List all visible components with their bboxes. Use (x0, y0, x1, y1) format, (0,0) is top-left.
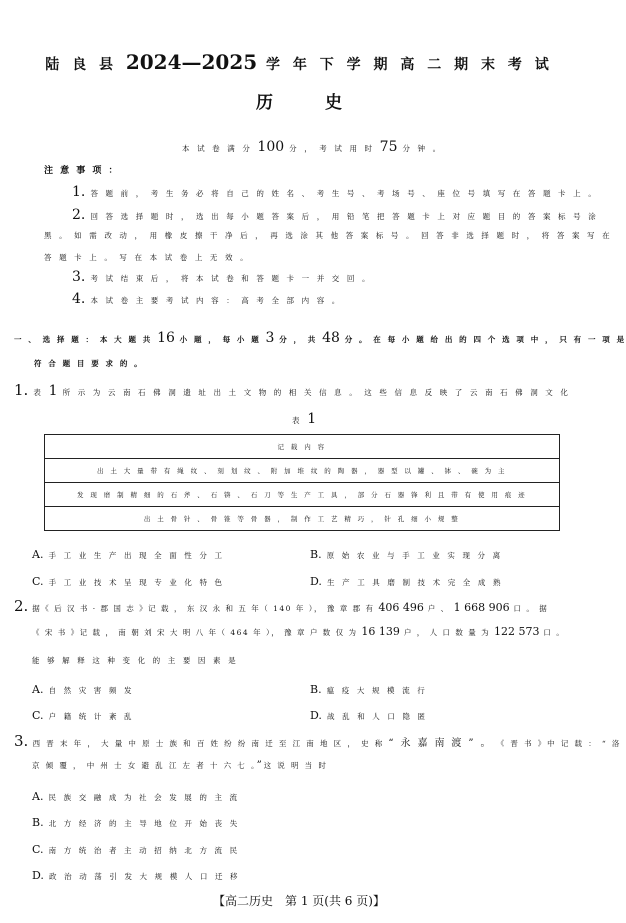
option-text: 南 方 统 治 者 主 动 招 纳 北 方 流 民 (48, 846, 240, 855)
q3-option-b[interactable] (32, 811, 240, 830)
q1-text-b: 所 示 为 云 南 石 佛 洞 遗 址 出 土 文 物 的 相 关 信 息 。 这 些 信 息 反 映 了 云 南 石 佛 洞 文 化 (62, 388, 571, 397)
option-letter: C. (32, 575, 44, 588)
option-letter: D. (32, 869, 44, 882)
q2-text: 记 载 ， 南 朝 刘 宋 大 明 八 年 (79, 628, 218, 637)
option-text: 瘟 疫 大 规 模 流 行 (326, 686, 428, 695)
q3-text: 中 记 载 ： “ 洛 (547, 739, 622, 748)
question-1 (14, 380, 571, 399)
page-footer: 【高二历史 第 1 页(共 6 页)】 (213, 894, 385, 908)
q1-option-c[interactable] (32, 570, 225, 589)
question-2-number: 2. (14, 597, 29, 615)
year-note: （ 464 年 ） (217, 628, 272, 637)
option-text: 手 工 业 技 术 呈 现 专 业 化 特 色 (48, 578, 225, 587)
q1-option-b[interactable] (310, 543, 503, 562)
section-heading (14, 330, 626, 346)
score-line (182, 139, 443, 155)
section-b: 小 题 ， 每 小 题 (179, 335, 261, 344)
note-1 (72, 181, 598, 200)
section-a: 一 、 选 择 题 ： 本 大 题 共 (14, 335, 153, 344)
q1-table-ref: 1 (48, 383, 58, 399)
households-figure: 16 139 (361, 625, 400, 638)
book-title: 《 晋 书 》 (496, 739, 548, 748)
year-end: 2025 (201, 50, 258, 74)
quote-mark: ” (256, 760, 264, 771)
book-title: 《 宋 书 》 (32, 628, 80, 637)
table-caption-number: 1 (307, 411, 317, 427)
note-2-line-2: 黑 。 如 需 改 动 ， 用 橡 皮 擦 干 净 后 ， 再 选 涂 其 他 答 案 标 号 。 回 答 非 选 择 题 时 ， 将 答 案 写 在 (44, 231, 613, 240)
q3-text: 京 倾 覆 ， 中 州 士 女 避 乱 江 左 者 十 六 七 。 (32, 761, 257, 770)
question-3-number: 3. (14, 732, 29, 750)
section-heading-line-2: 符 合 题 目 要 求 的 。 (34, 359, 144, 368)
table-row (45, 507, 560, 531)
subject-title: 历史 (256, 93, 394, 113)
table-cell: 发 现 磨 制 精 细 的 石 斧 、 石 锛 、 石 刀 等 生 产 工 具 ， 部 分 石 器 锋 利 且 带 有 使 用 痕 迹 (45, 483, 560, 507)
artifact-table (44, 434, 560, 531)
notes-heading: 注 意 事 项 ： (44, 166, 120, 176)
year-dash: — (181, 50, 202, 74)
q3-text: 这 说 明 当 时 (263, 761, 328, 770)
quoted-term: “ 永 嘉 南 渡 ” 。 (388, 738, 493, 749)
question-2-line-3: 能 够 解 释 这 种 变 化 的 主 要 因 素 是 (32, 656, 239, 665)
q2-text: ， 豫 章 户 数 仅 为 (271, 628, 358, 637)
score-post: 分 钟 。 (402, 144, 443, 153)
table-header-cell: 记 载 内 容 (45, 435, 560, 459)
option-text: 户 籍 统 计 紊 乱 (48, 712, 135, 721)
option-letter: D. (310, 575, 322, 588)
table-row (45, 459, 560, 483)
option-text: 原 始 农 业 与 手 工 业 实 现 分 离 (326, 551, 503, 560)
table-cell: 出 土 大 量 带 有 绳 纹 、 刻 划 纹 、 附 加 堆 纹 的 陶 器 ， 器 型 以 罐 、 钵 、 碗 为 主 (45, 459, 560, 483)
note-2-line-3: 答 题 卡 上 。 写 在 本 试 卷 上 无 效 。 (44, 253, 251, 262)
note-4-text: 本 试 卷 主 要 考 试 内 容 ： 高 考 全 部 内 容 。 (90, 296, 342, 305)
note-2-text: 回 答 选 择 题 时 ， 选 出 每 小 题 答 案 后 ， 用 铅 笔 把 答 题 卡 上 对 应 题 目 的 答 案 标 号 涂 (90, 212, 599, 221)
question-1-number: 1. (14, 381, 29, 399)
question-3-line-2 (32, 760, 328, 771)
q3-option-d[interactable] (32, 864, 240, 883)
total-points: 48 (322, 330, 340, 346)
population-figure: 1 668 906 (453, 601, 510, 614)
option-text: 自 然 灾 害 频 发 (48, 686, 135, 695)
option-text: 战 乱 和 人 口 隐 匿 (327, 712, 428, 721)
q2-option-c[interactable] (32, 704, 134, 723)
table-caption (292, 408, 316, 427)
section-d: 分 。 在 每 小 题 给 出 的 四 个 选 项 中 ， 只 有 一 项 是 (344, 335, 626, 344)
title-suffix: 学 年 下 学 期 高 二 期 末 考 试 (266, 57, 553, 73)
table-caption-label: 表 (292, 416, 303, 425)
q2-option-a[interactable] (32, 678, 134, 697)
question-3 (14, 732, 621, 750)
option-letter: B. (310, 683, 322, 696)
question-2 (14, 597, 548, 615)
population-figure: 122 573 (494, 625, 540, 638)
households-figure: 406 496 (378, 601, 424, 614)
section-c: 分 ， 共 (279, 335, 318, 344)
table-row (45, 483, 560, 507)
option-text: 政 治 动 荡 引 发 大 规 模 人 口 迁 移 (49, 872, 241, 881)
note-3-number: 3. (72, 269, 86, 285)
points-per-question: 3 (265, 330, 275, 346)
option-text: 生 产 工 具 磨 制 技 术 完 全 成 熟 (327, 578, 504, 587)
option-letter: C. (32, 843, 44, 856)
note-1-text: 答 题 前 ， 考 生 务 必 将 自 己 的 姓 名 、 考 生 号 、 考 场 号 、 座 位 号 填 写 在 答 题 卡 上 。 (90, 189, 599, 198)
note-3-text: 考 试 结 束 后 ， 将 本 试 卷 和 答 题 卡 一 并 交 回 。 (90, 274, 373, 283)
q2-text: 口 。 (543, 628, 566, 637)
q1-option-d[interactable] (310, 570, 503, 589)
q2-text: 记 载 ， 东 汉 永 和 五 年 (148, 604, 261, 613)
note-2-number: 2. (72, 207, 86, 223)
q2-text: 据 (32, 604, 42, 613)
full-score: 100 (257, 139, 285, 155)
q2-text: 户 ， 人 口 数 量 为 (403, 628, 491, 637)
score-mid: 分 ， 考 试 用 时 (289, 144, 375, 153)
note-4-number: 4. (72, 291, 86, 307)
option-text: 北 方 经 济 的 主 导 地 位 开 始 丧 失 (48, 819, 240, 828)
q3-text: 西 晋 末 年 ， 大 量 中 原 士 族 和 百 姓 纷 纷 南 迁 至 江 南 地 区 ， 史 称 (32, 739, 385, 748)
option-letter: A. (32, 548, 44, 561)
q2-option-b[interactable] (310, 678, 427, 697)
option-letter: A. (32, 683, 44, 696)
option-letter: D. (310, 709, 322, 722)
note-3 (72, 266, 372, 285)
question-count: 16 (157, 330, 175, 346)
option-text: 民 族 交 融 成 为 社 会 发 展 的 主 流 (48, 793, 240, 802)
table-cell: 出 土 骨 针 、 骨 锥 等 骨 器 ， 制 作 工 艺 精 巧 ， 针 孔 细 小 规 整 (45, 507, 560, 531)
note-1-number: 1. (72, 184, 86, 200)
option-text: 手 工 业 生 产 出 现 全 面 性 分 工 (48, 551, 225, 560)
exam-title (0, 50, 598, 74)
question-2-line-2 (32, 625, 565, 638)
option-letter: C. (32, 709, 44, 722)
q3-option-c[interactable] (32, 838, 240, 857)
q1-option-a[interactable] (32, 543, 225, 562)
note-4 (72, 288, 342, 307)
note-2 (72, 204, 598, 223)
table-row (45, 435, 560, 459)
option-letter: B. (310, 548, 322, 561)
q3-option-a[interactable] (32, 785, 240, 804)
q2-option-d[interactable] (310, 704, 428, 723)
time-limit: 75 (379, 139, 398, 155)
book-title: 《 后 汉 书 · 郡 国 志 》 (41, 604, 149, 613)
q2-text: 口 。 据 (513, 604, 549, 613)
title-prefix: 陆 良 县 (45, 57, 117, 73)
year-note: （ 140 年 ） (260, 604, 314, 613)
q2-text: 户 、 (427, 604, 450, 613)
option-letter: B. (32, 816, 44, 829)
year-start: 2024 (125, 50, 182, 74)
q1-text-a: 表 (33, 388, 44, 397)
option-letter: A. (32, 790, 44, 803)
score-pre: 本 试 卷 满 分 (182, 144, 253, 153)
q2-text: ， 豫 章 郡 有 (313, 604, 375, 613)
